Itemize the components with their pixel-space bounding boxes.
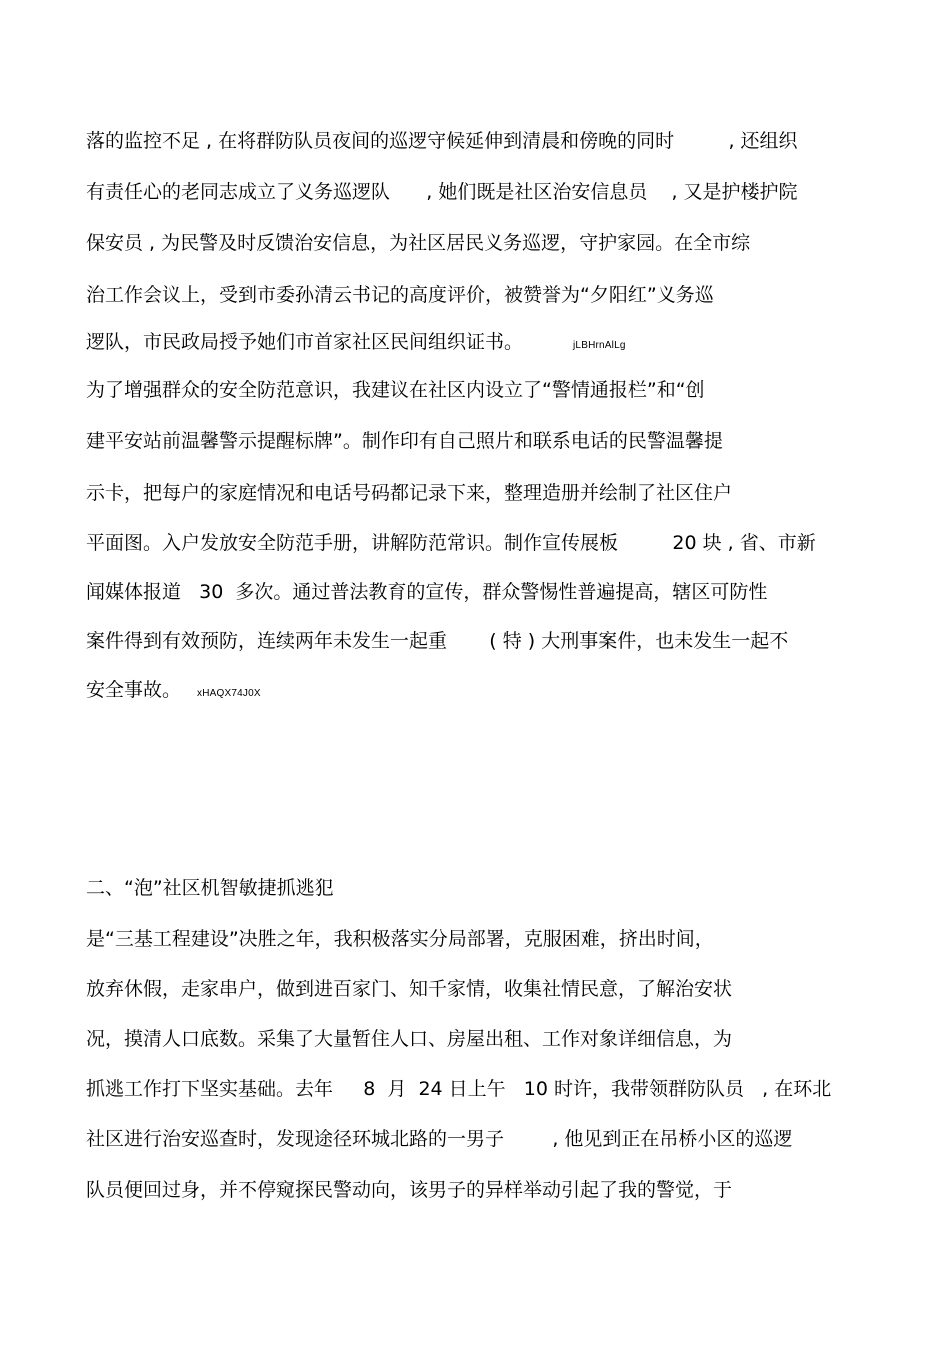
- paragraph2-line-5: 闻媒体报道 30 多次。通过普法教育的宣传，群众警惕性普遍提高，辖区可防性: [86, 581, 768, 603]
- paragraph2-line-2: 建平安站前温馨警示提醒标牌”。制作印有自己照片和联系电话的民警温馨提: [86, 430, 723, 452]
- section2-line-4: 抓逃工作打下坚实基础。去年 8 月 24 日上午 10 时许，我带领群防队员 , 在环北: [86, 1078, 832, 1100]
- paragraph2-line-7-text: 安全事故。: [86, 679, 182, 701]
- paragraph2-line-6: 案件得到有效预防，连续两年未发生一起重 ( 特 ) 大刑事案件，也未发生一起不: [86, 630, 789, 652]
- section2-line-5: 社区进行治安巡查时，发现途径环城北路的一男子 , 他见到正在吊桥小区的巡逻: [86, 1128, 793, 1150]
- section2-line-3: 况，摸清人口底数。采集了大量暂住人口、房屋出租、工作对象详细信息，为: [86, 1028, 733, 1050]
- paragraph2-line-1: 为了增强群众的安全防范意识，我建议在社区内设立了“警情通报栏”和“创: [86, 379, 705, 401]
- paragraph1-line-4: 治工作会议上，受到市委孙清云书记的高度评价，被赞誉为“夕阳红”义务巡: [86, 284, 714, 306]
- paragraph1-line-1: 落的监控不足 , 在将群防队员夜间的巡逻守候延伸到清晨和傍晚的同时 , 还组织: [86, 130, 798, 152]
- paragraph2-line-7: [86, 677, 261, 703]
- section2-line-1: 是“三基工程建设”决胜之年，我积极落实分局部署，克服困难，挤出时间，: [86, 928, 714, 950]
- section2-heading: 二、“泡”社区机智敏捷抓逃犯: [86, 877, 334, 899]
- section2-line-2: 放弃休假，走家串户，做到进百家门、知千家情，收集社情民意，了解治安状: [86, 978, 733, 1000]
- paragraph1-line-5-text: 逻队，市民政局授予她们市首家社区民间组织证书。: [86, 331, 524, 353]
- paragraph1-code: jLBHrnAlLg: [573, 340, 626, 351]
- paragraph1-line-3: 保安员 , 为民警及时反馈治安信息，为社区居民义务巡逻，守护家园。在全市综: [86, 232, 751, 254]
- paragraph1-line-5: [86, 329, 626, 355]
- paragraph2-code: xHAQX74J0X: [197, 688, 261, 699]
- paragraph2-line-3: 示卡，把每户的家庭情况和电话号码都记录下来，整理造册并绘制了社区住户: [86, 482, 733, 504]
- paragraph1-line-2: 有责任心的老同志成立了义务巡逻队 , 她们既是社区治安信息员 , 又是护楼护院: [86, 181, 798, 203]
- section2-line-6: 队员便回过身，并不停窥探民警动向，该男子的异样举动引起了我的警觉，于: [86, 1179, 733, 1201]
- paragraph2-line-4: 平面图。入户发放安全防范手册，讲解防范常识。制作宣传展板 20 块 , 省、市新: [86, 532, 816, 554]
